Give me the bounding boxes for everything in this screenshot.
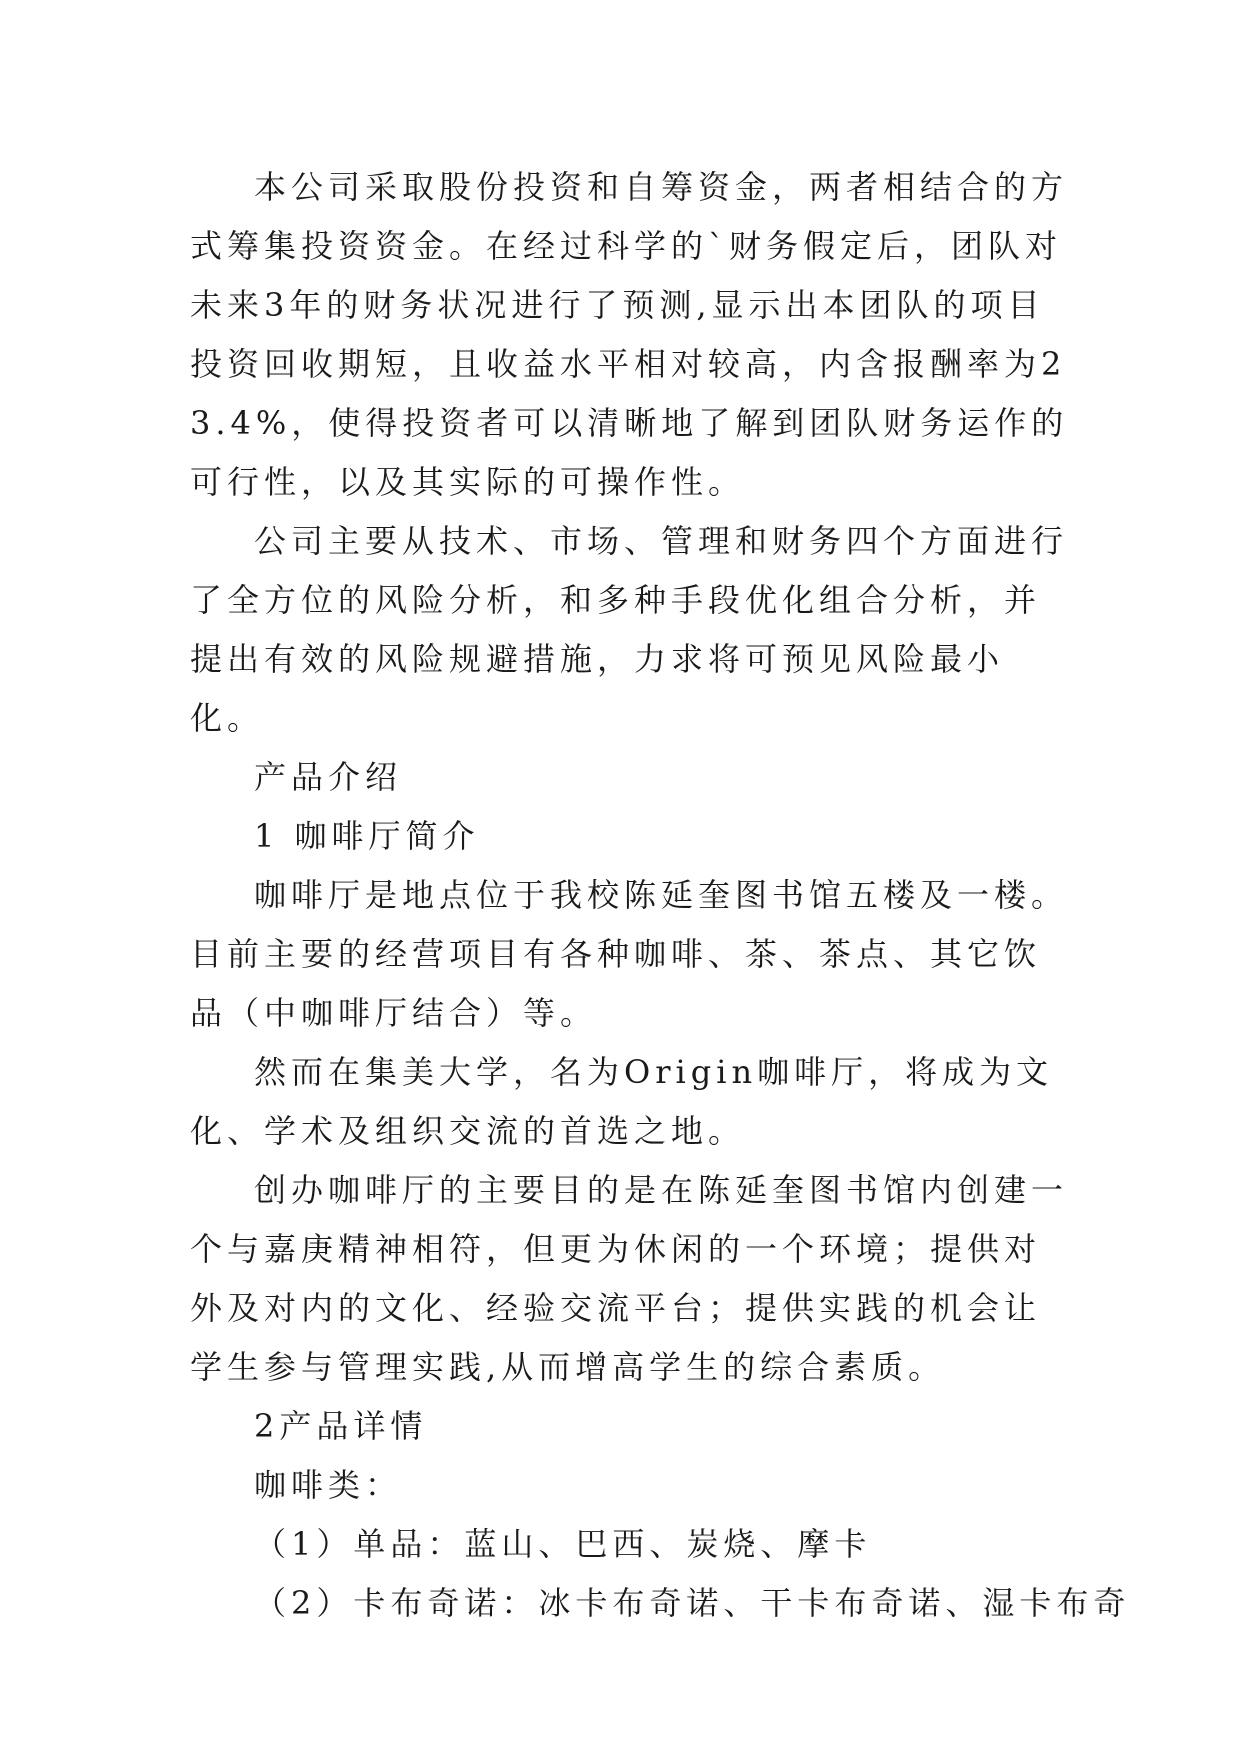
heading-product-detail: 2产品详情 [254, 1407, 428, 1445]
heading-cafe-intro: 1 咖啡厅简介 [254, 817, 480, 855]
heading-product-intro: 产品介绍 [254, 758, 403, 796]
paragraph-cafe-location: 咖啡厅是地点位于我校陈延奎图书馆五楼及一楼。目前主要的经营项目有各种咖啡、茶、茶点、其它饮品（中咖啡厅结合）等。 [190, 876, 1069, 1032]
paragraph-cafe-purpose: 创办咖啡厅的主要目的是在陈延奎图书馆内创建一个与嘉庚精神相符，但更为休闲的一个环境；提供对外及对内的文化、经验交流平台；提供实践的机会让学生参与管理实践,从而增高学生的综合素质。 [190, 1171, 1069, 1386]
paragraph-risk-analysis: 公司主要从技术、市场、管理和财务四个方面进行了全方位的风险分析，和多种手段优化组合分析，并提出有效的风险规避措施，力求将可预见风险最小化。 [190, 522, 1069, 737]
paragraph-financing: 本公司采取股份投资和自筹资金，两者相结合的方式筹集投资资金。在经过科学的`财务假定后，团队对未来3年的财务状况进行了预测,显示出本团队的项目投资回收期短，且收益水平相对较高，内含报酬率为23.4%，使得投资者可以清晰地了解到团队财务运作的可行性，以及其实际的可操作性。 [190, 168, 1069, 501]
list-item-cappuccino: （2）卡布奇诺：冰卡布奇诺、干卡布奇诺、湿卡布奇 [254, 1584, 1131, 1622]
paragraph-cafe-name: 然而在集美大学，名为Origin咖啡厅，将成为文化、学术及组织交流的首选之地。 [190, 1053, 1054, 1150]
document-body [190, 158, 1131, 1633]
heading-coffee-category: 咖啡类： [254, 1466, 403, 1504]
list-item-single-origin: （1）单品：蓝山、巴西、炭烧、摩卡 [254, 1525, 872, 1563]
